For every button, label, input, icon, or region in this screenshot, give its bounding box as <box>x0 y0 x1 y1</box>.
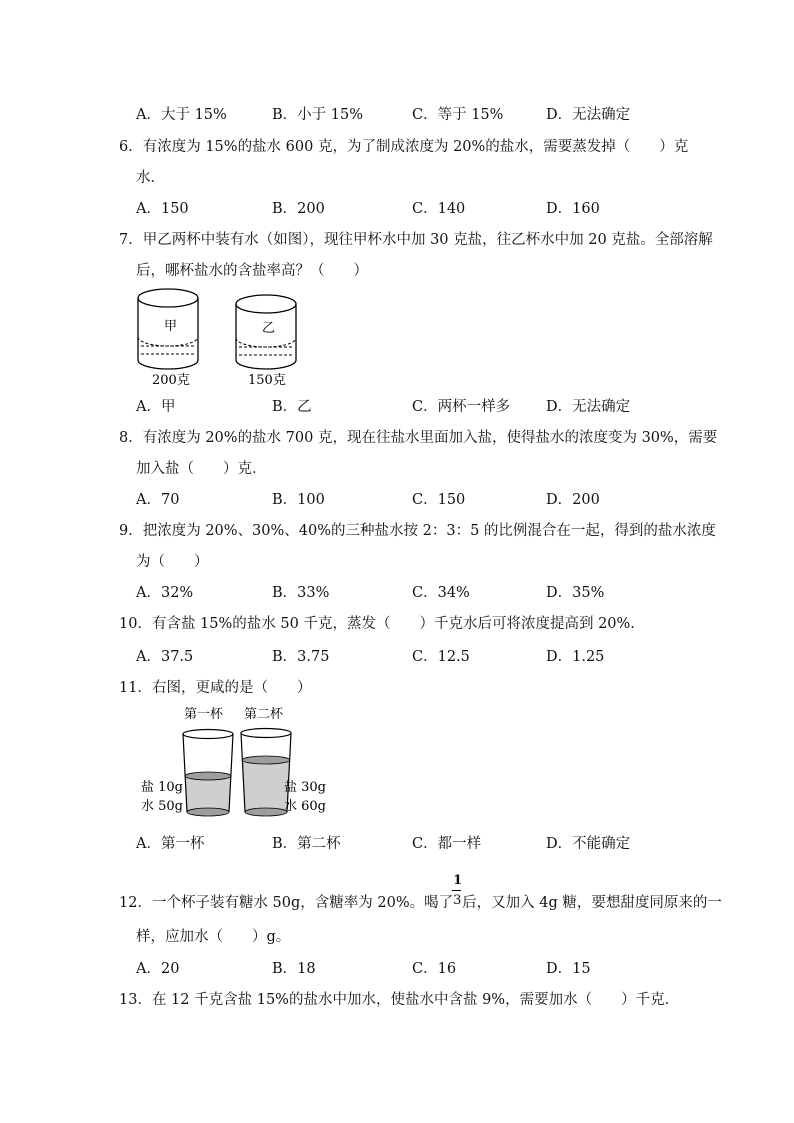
q8-option-d[interactable]: D．200 <box>546 492 600 508</box>
q12-option-c[interactable]: C．16 <box>412 961 457 977</box>
cup1-water-label: 水 50g <box>141 799 183 814</box>
q12-stem-line1 <box>119 873 722 912</box>
cup2-title: 第二杯 <box>244 707 284 722</box>
cup-jia <box>138 289 198 369</box>
q12-stem-before: 12．一个杯子装有糖水 50g，含糖率为 20%。喝了 <box>119 895 454 911</box>
q12-fraction-numerator: 1 <box>453 873 463 888</box>
q8-stem-line2: 加入盐（ ）克． <box>136 461 267 477</box>
q12-stem-after: 后，又加入 4g 糖，要想甜度同原来的一 <box>462 895 722 911</box>
q7-figure <box>130 284 310 390</box>
cup-yi-label: 乙 <box>262 321 276 336</box>
q9-option-d[interactable]: D．35% <box>546 585 605 601</box>
cup-jia-label: 甲 <box>164 319 178 334</box>
cup1-salt-label: 盐 10g <box>141 780 183 795</box>
q6-stem-line2: 水． <box>136 170 165 186</box>
q7-stem-line1: 7．甲乙两杯中装有水（如图），现往甲杯水中加 30 克盐，往乙杯水中加 20 克盐。全部溶解 <box>119 232 713 248</box>
q9-stem-line2: 为（ ） <box>136 554 209 570</box>
q5-option-d[interactable]: D．无法确定 <box>546 107 631 123</box>
q7-option-c[interactable]: C．两杯一样多 <box>412 399 511 415</box>
q11-option-b[interactable]: B．第二杯 <box>272 836 341 852</box>
q9-option-b[interactable]: B．33% <box>272 585 330 601</box>
q6-option-d[interactable]: D．160 <box>546 201 600 217</box>
q5-option-b[interactable]: B．小于 15% <box>272 107 363 123</box>
cup-jia-mass: 200克 <box>152 373 190 388</box>
q9-stem-line1: 9．把浓度为 20%、30%、40%的三种盐水按 2：3：5 的比例混合在一起，得到的盐水浓度 <box>119 523 716 539</box>
q12-stem-line2: 样，应加水（ ）g。 <box>136 929 291 945</box>
q6-option-c[interactable]: C．140 <box>412 201 466 217</box>
q12-option-d[interactable]: D．15 <box>546 961 591 977</box>
q8-option-a[interactable]: A．70 <box>136 492 180 508</box>
q11-option-d[interactable]: D．不能确定 <box>546 836 631 852</box>
cup2-salt-label: 盐 30g <box>284 780 326 795</box>
q10-option-d[interactable]: D．1.25 <box>546 649 605 665</box>
q10-stem-line1: 10．有含盐 15%的盐水 50 千克，蒸发（ ）千克水后可将浓度提高到 20%. <box>119 616 635 632</box>
q7-option-b[interactable]: B．乙 <box>272 399 312 415</box>
glass-1 <box>183 730 233 817</box>
q6-option-b[interactable]: B．200 <box>272 201 325 217</box>
q5-option-c[interactable]: C．等于 15% <box>412 107 504 123</box>
q9-option-c[interactable]: C．34% <box>412 585 470 601</box>
q7-stem-line2: 后，哪杯盐水的含盐率高？（ ） <box>136 263 368 279</box>
q12-fraction-denominator: 3 <box>453 893 462 908</box>
q12-option-a[interactable]: A．20 <box>136 961 180 977</box>
q7-option-a[interactable]: A．甲 <box>136 399 176 415</box>
q12-fraction-bar <box>452 890 461 891</box>
q13-stem-line1: 13．在 12 千克含盐 15%的盐水中加水，使盐水中含盐 9%，需要加水（ ）千克． <box>119 992 680 1008</box>
q10-option-b[interactable]: B．3.75 <box>272 649 330 665</box>
q8-option-c[interactable]: C．150 <box>412 492 466 508</box>
q11-option-c[interactable]: C．都一样 <box>412 836 482 852</box>
q10-option-c[interactable]: C．12.5 <box>412 649 470 665</box>
q11-option-a[interactable]: A．第一杯 <box>136 836 205 852</box>
q7-option-d[interactable]: D．无法确定 <box>546 399 631 415</box>
q8-stem-line1: 8．有浓度为 20%的盐水 700 克，现在往盐水里面加入盐，使得盐水的浓度变为 30%，需要 <box>119 430 718 446</box>
cup-yi <box>236 295 296 369</box>
q6-stem-line1: 6．有浓度为 15%的盐水 600 克，为了制成浓度为 20%的盐水，需要蒸发掉（ ）克 <box>119 139 689 155</box>
q10-option-a[interactable]: A．37.5 <box>136 649 194 665</box>
q6-option-a[interactable]: A．150 <box>136 201 189 217</box>
q11-stem-line1: 11．右图，更咸的是（ ） <box>119 680 312 696</box>
cup-yi-mass: 150克 <box>248 373 286 388</box>
cup2-water-label: 水 60g <box>284 799 326 814</box>
q8-option-b[interactable]: B．100 <box>272 492 325 508</box>
q12-option-b[interactable]: B．18 <box>272 961 316 977</box>
two-glasses-diagram <box>138 702 334 824</box>
q9-option-a[interactable]: A．32% <box>136 585 194 601</box>
q11-figure <box>138 702 334 824</box>
q5-option-a[interactable]: A．大于 15% <box>136 107 227 123</box>
cup1-title: 第一杯 <box>184 707 224 722</box>
q12-fraction <box>453 873 463 911</box>
two-cylinder-cups-diagram <box>130 284 310 390</box>
